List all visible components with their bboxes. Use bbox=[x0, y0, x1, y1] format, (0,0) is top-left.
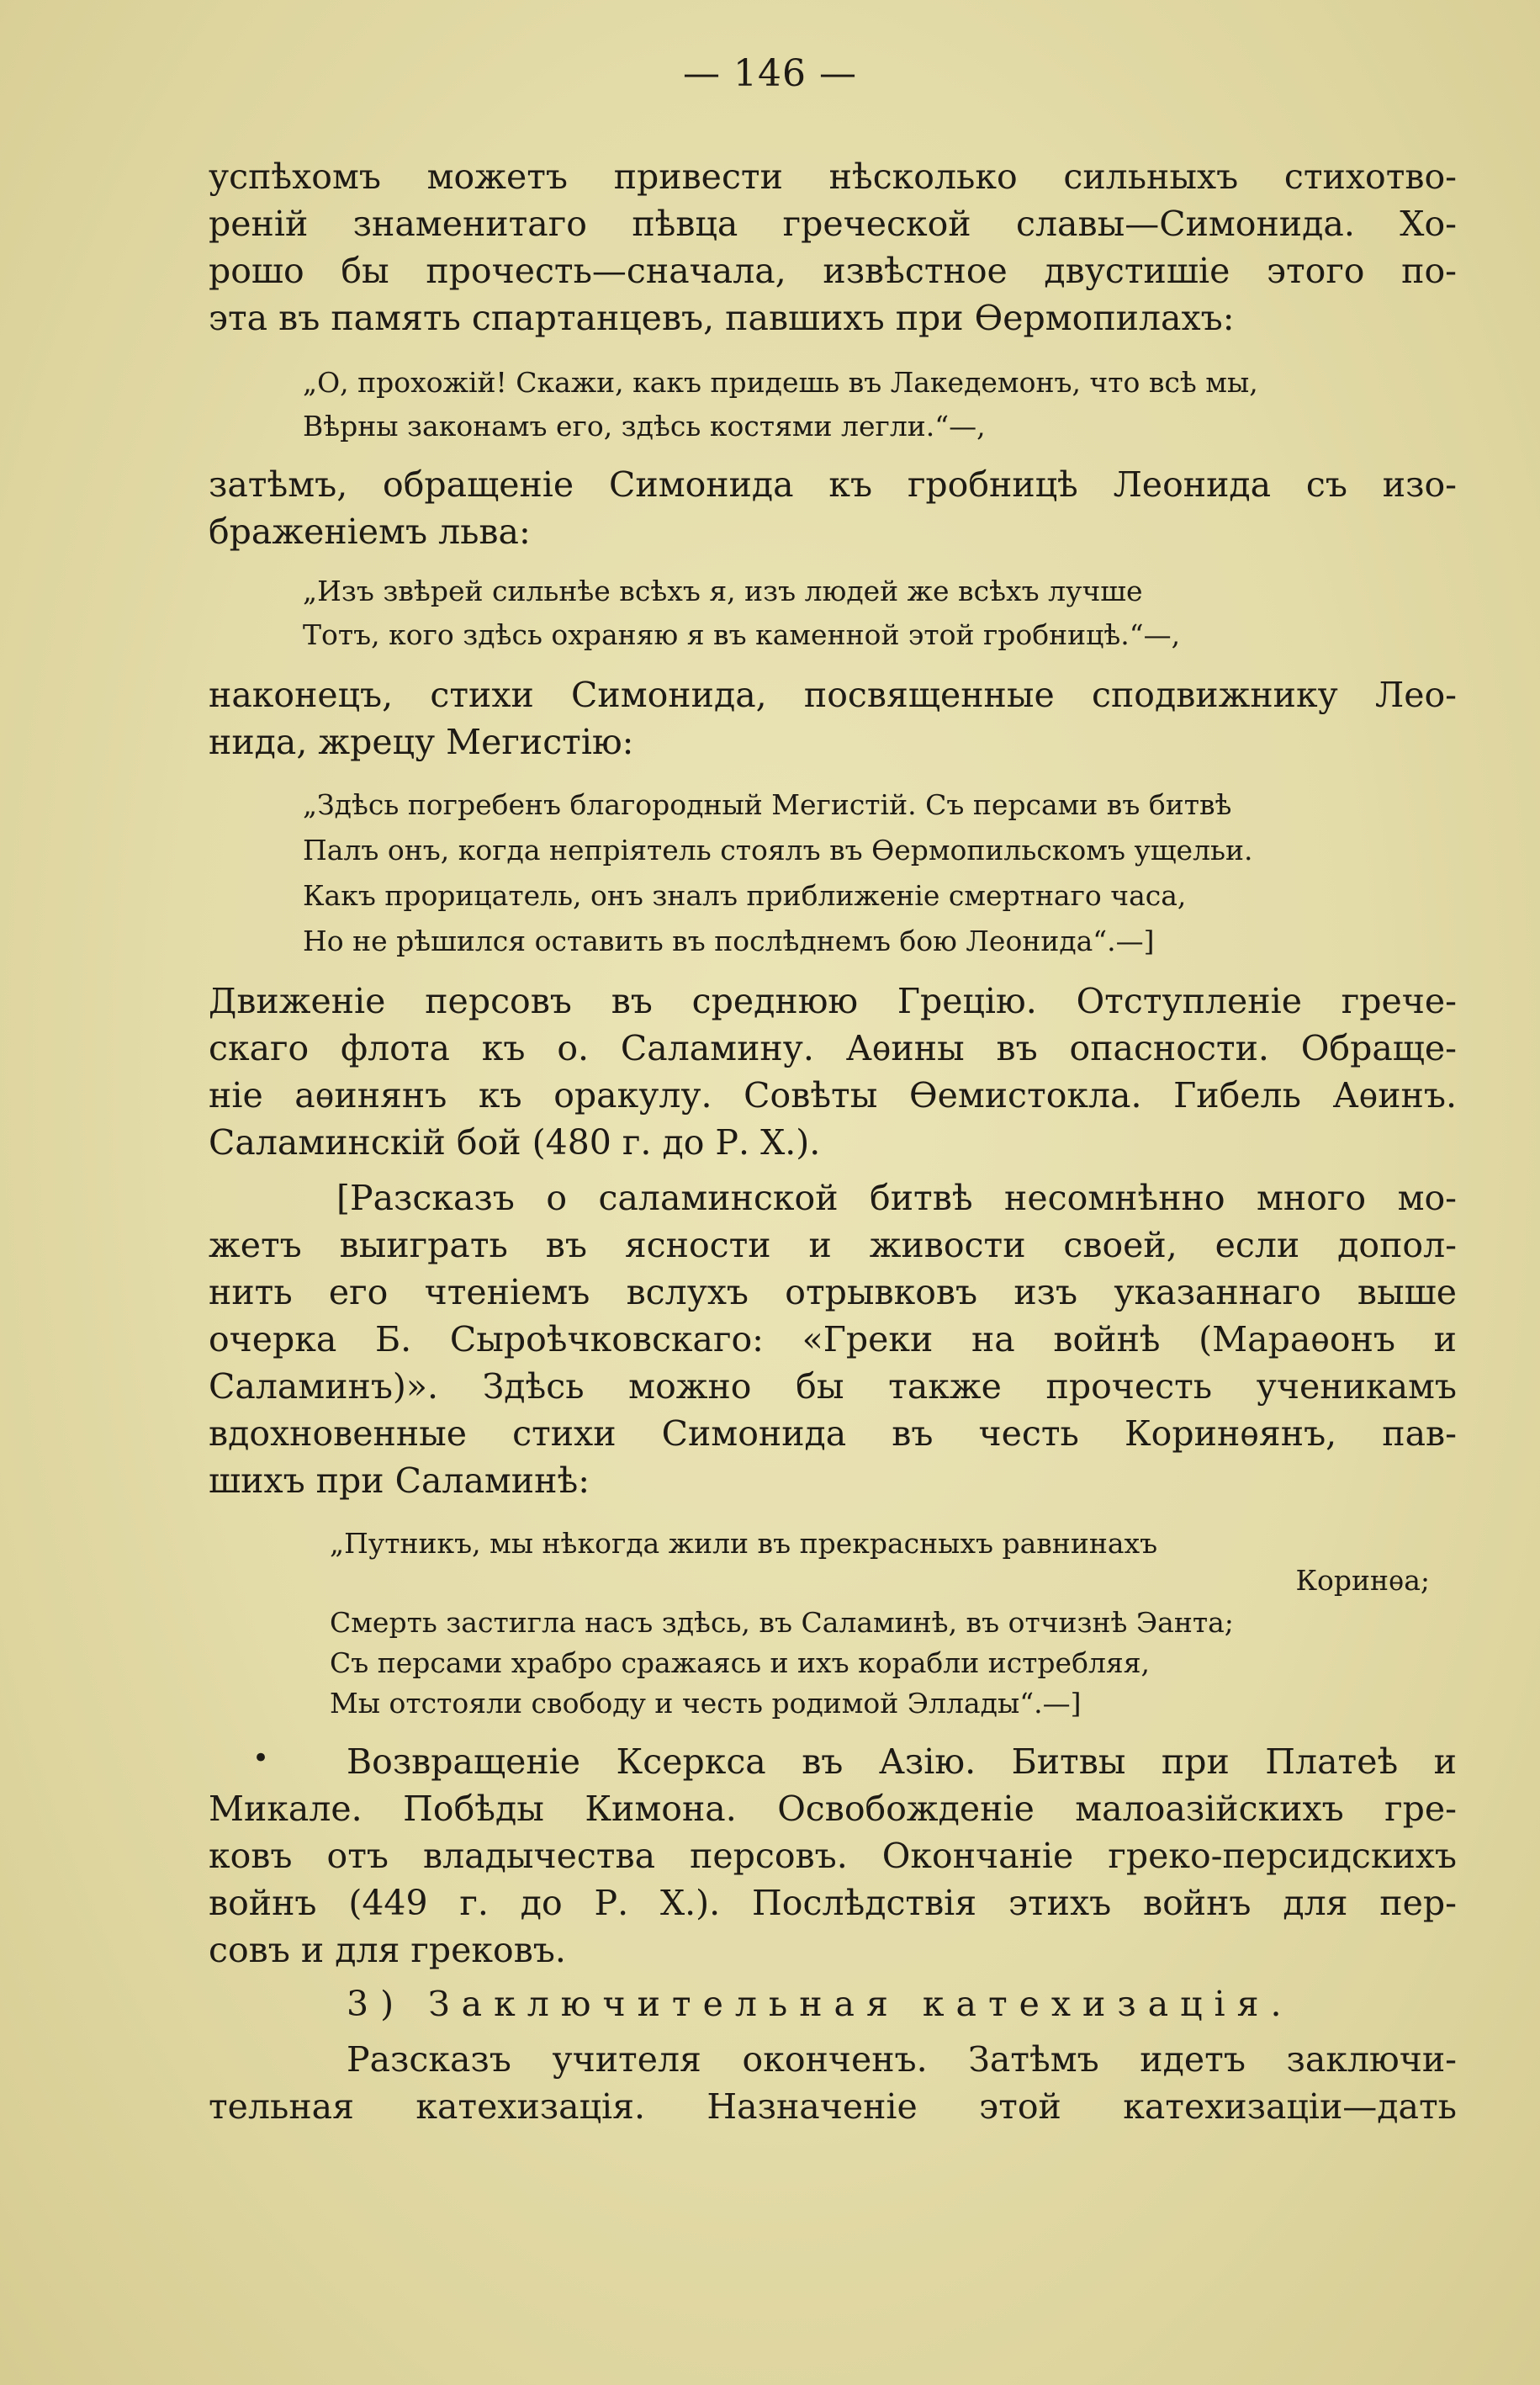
body-text-line: наконецъ, стихи Симонида, посвященные сподвижнику Лео- bbox=[209, 675, 1457, 715]
verse-line: Коринѳа; bbox=[1295, 1564, 1430, 1597]
page-number: — 146 — bbox=[683, 52, 857, 95]
body-text-line: Движенiе персовъ въ среднюю Грецiю. Отступленiе грече- bbox=[209, 981, 1457, 1021]
body-text-line: нида, жрецу Мегистiю: bbox=[209, 722, 634, 762]
verse-line: Вѣрны законамъ его, здѣсь костями легли.“—, bbox=[303, 410, 986, 443]
body-text-line: нить его чтенiемъ вслухъ отрывковъ изъ указаннаго выше bbox=[209, 1272, 1457, 1312]
verse-line: Но не рѣшился оставить въ послѣднемъ бою Леонида“.—] bbox=[303, 925, 1155, 957]
body-text-line: тельная катехизацiя. Назначенiе этой катехизацiи—дать bbox=[209, 2086, 1457, 2127]
body-text-line: ковъ отъ владычества персовъ. Окончанiе греко-персидскихъ bbox=[209, 1836, 1457, 1876]
body-text-line: браженiемъ льва: bbox=[209, 511, 531, 552]
body-text-line: вдохновенные стихи Симонида въ честь Коринѳянъ, пав- bbox=[209, 1413, 1457, 1454]
verse-line: Мы отстояли свободу и честь родимой Эллады“.—] bbox=[330, 1687, 1082, 1720]
body-text-line: Микале. Побѣды Кимона. Освобожденiе малоазiйскихъ гре- bbox=[209, 1789, 1457, 1829]
section-heading: 3) Заключительная катехизацiя. bbox=[347, 1984, 1294, 2024]
body-text-line: жетъ выиграть въ ясности и живости своей, если допол- bbox=[209, 1225, 1457, 1265]
body-text-line: Возвращенiе Ксеркса въ Азiю. Битвы при Платеѣ и bbox=[347, 1741, 1457, 1782]
body-text-line: Разсказъ учителя оконченъ. Затѣмъ идетъ заключи- bbox=[347, 2039, 1457, 2080]
verse-line: Палъ онъ, когда непрiятель стоялъ въ Ѳермопильскомъ ущельи. bbox=[303, 834, 1253, 867]
verse-line: „О, прохожiй! Скажи, какъ придешь въ Лакедемонъ, что всѣ мы, bbox=[303, 366, 1258, 399]
body-text-line: Саламинъ)». Здѣсь можно бы также прочесть ученикамъ bbox=[209, 1366, 1457, 1407]
verse-line: Тотъ, кого здѣсь охраняю я въ каменной этой гробницѣ.“—, bbox=[303, 618, 1181, 651]
body-text-line: скаго флота къ о. Саламину. Аѳины въ опасности. Обраще- bbox=[209, 1028, 1457, 1068]
verse-line: Съ персами храбро сражаясь и ихъ корабли истребляя, bbox=[330, 1646, 1151, 1679]
body-text-line: эта въ память спартанцевъ, павшихъ при Ѳермопилахъ: bbox=[209, 298, 1235, 338]
body-text-line: совъ и для грековъ. bbox=[209, 1930, 566, 1970]
body-text-line: затѣмъ, обращенiе Симонида къ гробницѣ Леонида съ изо- bbox=[209, 464, 1457, 505]
verse-line: „Здѣсь погребенъ благородный Мегистiй. Съ персами въ битвѣ bbox=[303, 788, 1232, 821]
body-text-line: нiе аѳинянъ къ оракулу. Совѣты Ѳемистокла. Гибель Аѳинъ. bbox=[209, 1075, 1457, 1116]
body-text-line: рошо бы прочесть—сначала, извѣстное двустишiе этого по- bbox=[209, 251, 1457, 291]
body-text-line: шихъ при Саламинѣ: bbox=[209, 1460, 590, 1501]
bullet-mark: • bbox=[252, 1741, 270, 1775]
verse-line: Смерть застигла насъ здѣсь, въ Саламинѣ, въ отчизнѣ Эанта; bbox=[330, 1606, 1234, 1639]
body-text-line: очерка Б. Сыроѣчковскаго: «Греки на войнѣ (Мараѳонъ и bbox=[209, 1319, 1457, 1359]
verse-line: „Путникъ, мы нѣкогда жили въ прекрасныхъ равнинахъ bbox=[330, 1527, 1158, 1560]
body-text-line: ренiй знаменитаго пѣвца греческой славы—Симонида. Хо- bbox=[209, 204, 1457, 244]
body-text-line: войнъ (449 г. до Р. Х.). Послѣдствiя этихъ войнъ для пер- bbox=[209, 1883, 1457, 1923]
verse-line: Какъ прорицатель, онъ зналъ приближенiе смертнаго часа, bbox=[303, 879, 1187, 912]
verse-line: „Изъ звѣрей сильнѣе всѣхъ я, изъ людей же всѣхъ лучше bbox=[303, 575, 1143, 607]
body-text-line: [Разсказъ о саламинской битвѣ несомнѣнно много мо- bbox=[336, 1178, 1457, 1218]
body-text-line: Саламинскiй бой (480 г. до Р. Х.). bbox=[209, 1122, 821, 1163]
body-text-line: успѣхомъ можетъ привести нѣсколько сильныхъ стихотво- bbox=[209, 156, 1457, 197]
